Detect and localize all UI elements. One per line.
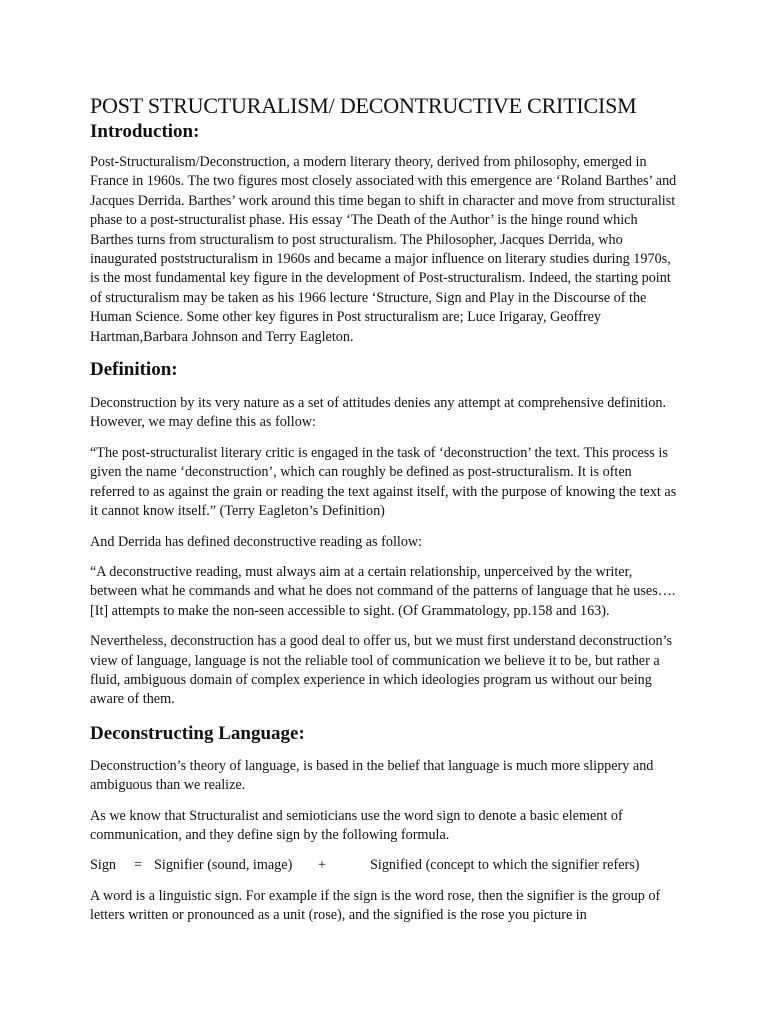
introduction-heading: Introduction: bbox=[90, 121, 200, 142]
formula-sign: Sign bbox=[90, 857, 117, 874]
formula-signifier: Signifier (sound, image) bbox=[154, 857, 293, 874]
language-theory-paragraph: Deconstruction’s theory of language, is based in the belief that language is much more slippery and ambiguous than we realize. bbox=[90, 757, 654, 794]
introduction-paragraph: Post-Structuralism/Deconstruction, a modern literary theory, derived from philosophy, emerged in France in 1960s. The two figures most closely associated with this emergence are ‘Roland Barthes’ and Jacques Derrida. Barthes’ work around this time began to shift in character and move from structuralist phase to a post-structuralist phase. His essay ‘The Death of the Author’ is the hinge round which Barthes turns from structuralism to post structuralism. The Philosopher, Jacques Derrida, who inaugurated poststructuralism in 1960s and became a major influence on literary studies during 1970s, is the most fundamental key figure in the development of Post-structuralism. Indeed, the starting point of structuralism may be taken as his 1966 lecture ‘Structure, Sign and Play in the Discourse of the Human Science. Some other key figures in Post structuralism are; Luce Irigaray, Geoffrey Hartman,Barbara Johnson and Terry Eagleton. bbox=[90, 154, 677, 345]
formula-signified: Signified (concept to which the signifier refers) bbox=[370, 857, 640, 874]
document-title: POST STRUCTURALISM/ DECONTRUCTIVE CRITICISM bbox=[90, 93, 637, 118]
deconstructing-language-heading: Deconstructing Language: bbox=[90, 722, 305, 744]
linguistic-sign-paragraph: A word is a linguistic sign. For example if the sign is the word rose, then the signifier is the group of letters written or pronounced as a unit (rose), and the signified is the rose you picture in bbox=[90, 887, 661, 924]
derrida-intro-paragraph: And Derrida has defined deconstructive reading as follow: bbox=[90, 533, 423, 550]
formula-equals: = bbox=[134, 857, 143, 874]
derrida-quote: “A deconstructive reading, must always aim at a certain relationship, unperceived by the writer, between what he commands and what he does not command of the patterns of language that he uses…. [It] attempts to make the non-seen accessible to sight. (Of Grammatology, pp.158 and 163). bbox=[90, 563, 676, 619]
formula-plus: + bbox=[318, 857, 327, 874]
eagleton-quote: “The post-structuralist literary critic is engaged in the task of ‘deconstruction’ the text. This process is given the name ‘deconstruction’, which can roughly be defined as post-structuralism. It is often referred to as against the grain or reading the text against itself, with the purpose of knowing the text as it cannot know itself.” (Terry Eagleton’s Definition) bbox=[90, 444, 677, 520]
definition-paragraph-intro: Deconstruction by its very nature as a set of attitudes denies any attempt at comprehensive definition. However, we may define this as follow: bbox=[90, 395, 666, 431]
sign-definition-paragraph: As we know that Structuralist and semioticians use the word sign to denote a basic element of communication, and they define sign by the following formula. bbox=[90, 807, 623, 843]
sign-formula bbox=[90, 856, 678, 875]
definition-heading: Definition: bbox=[90, 359, 178, 381]
nevertheless-paragraph: Nevertheless, deconstruction has a good deal to offer us, but we must first understand deconstruction’s view of language, language is not the reliable tool of communication we believe it to be, but rather a fluid, ambiguous domain of complex experience in which ideologies program us without our being aware of them. bbox=[90, 633, 673, 708]
